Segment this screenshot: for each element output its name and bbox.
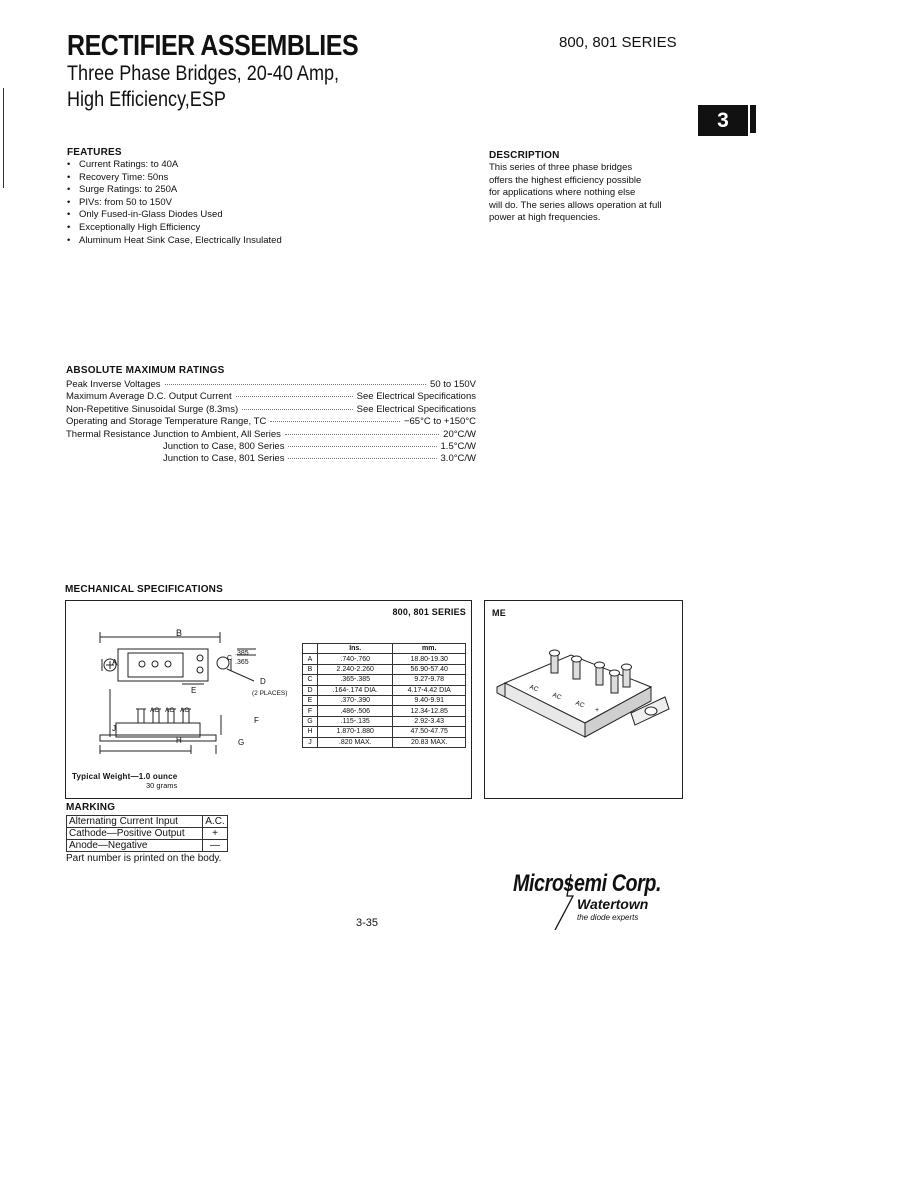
page-title: RECTIFIER ASSEMBLIES xyxy=(67,30,359,62)
dimension-inches: .365-.385 xyxy=(318,675,393,685)
dim-label-c-upper: .385 xyxy=(235,650,249,657)
dim-label-d: D xyxy=(260,677,266,686)
dimension-mm: 9.40-9.91 xyxy=(393,695,466,705)
table-row xyxy=(67,816,228,828)
table-row xyxy=(303,716,466,726)
ratings-table xyxy=(66,379,476,466)
dimension-inches: .740-.760 xyxy=(318,654,393,664)
table-row xyxy=(303,685,466,695)
description-line: This series of three phase bridges xyxy=(489,162,633,173)
dimension-mm: 2.92-3.43 xyxy=(393,716,466,726)
rating-value: 20°C/W xyxy=(443,428,476,440)
rating-row xyxy=(66,404,476,416)
feature-item: • Aluminum Heat Sink Case, Electrically Insulated xyxy=(67,235,282,248)
rating-label: Non-Repetitive Sinusoidal Surge (8.3ms) xyxy=(66,403,239,415)
dimension-letter: J xyxy=(303,737,318,747)
photo-label: ME xyxy=(492,608,506,618)
feature-item: • Recovery Time: 50ns xyxy=(67,172,282,185)
dimension-mm: 18.80-19.30 xyxy=(393,654,466,664)
dimension-inches: .486-.506 xyxy=(318,706,393,716)
company-tagline: the diode experts xyxy=(577,913,639,922)
product-photo-panel xyxy=(484,600,683,799)
rating-value: −65°C to +150°C xyxy=(403,416,476,428)
features-list xyxy=(67,159,282,247)
rating-label: Thermal Resistance Junction to Ambient, All Series xyxy=(66,428,281,440)
photo-pin-label: AC xyxy=(528,683,540,694)
marking-symbol: A.C. xyxy=(203,816,228,828)
features-heading: FEATURES xyxy=(67,147,122,158)
pin-label: AC xyxy=(165,707,175,714)
dimension-letter: F xyxy=(303,706,318,716)
feature-item: • Only Fused-in-Glass Diodes Used xyxy=(67,209,282,222)
marking-label: Alternating Current Input xyxy=(67,816,203,828)
dimensions-header-cell xyxy=(303,644,318,654)
page-subtitle-line-1: Three Phase Bridges, 20-40 Amp, xyxy=(67,62,340,85)
feature-item: • Surge Ratings: to 250A xyxy=(67,184,282,197)
marking-heading: MARKING xyxy=(66,802,116,813)
rating-label: Operating and Storage Temperature Range, TC xyxy=(66,416,267,428)
description-body xyxy=(489,162,662,225)
table-row xyxy=(67,828,228,840)
description-heading: DESCRIPTION xyxy=(489,150,560,161)
dimensions-header-row xyxy=(303,644,466,654)
company-logo: Microsemi Corp. xyxy=(513,870,662,897)
table-row xyxy=(67,840,228,852)
rating-value: See Electrical Specifications xyxy=(356,403,476,415)
mounting-hole xyxy=(645,707,657,715)
ratings-heading: ABSOLUTE MAXIMUM RATINGS xyxy=(66,365,225,376)
feature-item: • Exceptionally High Efficiency xyxy=(67,222,282,235)
rating-value: 3.0°C/W xyxy=(440,453,476,465)
dimension-letter: D xyxy=(303,685,318,695)
description-line: power at high frequencies. xyxy=(489,212,601,224)
dim-label-b: B xyxy=(176,628,183,638)
dim-label-c-lower: .365 xyxy=(235,659,249,666)
dimensions-table xyxy=(302,643,466,748)
section-tab: 3 xyxy=(698,105,748,136)
pin-label: AC xyxy=(150,707,160,714)
photo-pin-label: AC xyxy=(551,691,563,702)
section-tab-edge xyxy=(750,105,756,133)
dimension-inches: .115-.135 xyxy=(318,716,393,726)
company-division: Watertown xyxy=(577,896,649,912)
marking-table xyxy=(66,815,228,852)
marking-symbol: — xyxy=(203,840,228,852)
dimension-letter: E xyxy=(303,695,318,705)
dim-label-a: A xyxy=(112,658,118,667)
table-row xyxy=(303,737,466,747)
description-line: offers the highest efficiency possible xyxy=(489,174,642,186)
dimension-inches: .820 MAX. xyxy=(318,737,393,747)
table-row xyxy=(303,706,466,716)
dimension-letter: H xyxy=(303,727,318,737)
table-row xyxy=(303,664,466,674)
dimension-mm: 12.34-12.85 xyxy=(393,706,466,716)
weight-grams: 30 grams xyxy=(146,781,178,790)
series-label: 800, 801 SERIES xyxy=(559,34,677,51)
table-row xyxy=(303,675,466,685)
rating-row xyxy=(66,429,476,441)
dimension-mm: 9.27-9.78 xyxy=(393,675,466,685)
rating-row xyxy=(66,453,476,465)
marking-note: Part number is printed on the body. xyxy=(66,853,222,864)
marking-label: Anode—Negative xyxy=(67,840,203,852)
rating-label: Junction to Case, 801 Series xyxy=(163,453,285,465)
page-number: 3-35 xyxy=(356,917,379,929)
dim-label-d-note: (2 PLACES) xyxy=(252,690,288,697)
product-photo xyxy=(493,635,673,745)
rating-label: Junction to Case, 800 Series xyxy=(163,440,285,452)
feature-item: • Current Ratings: to 40A xyxy=(67,159,282,172)
dim-label-h: H xyxy=(176,736,182,745)
dimension-mm: 4.17-4.42 DIA xyxy=(393,685,466,695)
dimension-inches: .370-.390 xyxy=(318,695,393,705)
rating-row xyxy=(66,391,476,403)
rating-value: 50 to 150V xyxy=(430,379,476,390)
dimensions-header-cell: mm. xyxy=(393,644,466,654)
dim-label-c: C xyxy=(227,655,233,662)
mechanical-heading: MECHANICAL SPECIFICATIONS xyxy=(65,584,223,595)
dimension-mm: 47.50-47.75 xyxy=(393,727,466,737)
dimension-mm: 56.90-57.40 xyxy=(393,664,466,674)
page-subtitle-line-2: High Efficiency,ESP xyxy=(67,88,226,111)
dim-label-e: E xyxy=(191,686,197,695)
dimension-inches: 1.870-1.880 xyxy=(318,727,393,737)
panel-series-label: 800, 801 SERIES xyxy=(392,607,466,617)
marking-symbol: + xyxy=(203,828,228,840)
pin-label: AC xyxy=(180,707,190,714)
dimension-letter: G xyxy=(303,716,318,726)
table-row xyxy=(303,654,466,664)
rating-value: 1.5°C/W xyxy=(440,440,476,452)
scan-artifact-line xyxy=(3,88,4,188)
rating-row xyxy=(66,441,476,453)
dim-label-f: F xyxy=(254,716,259,725)
dimension-inches: 2.240-2.260 xyxy=(318,664,393,674)
marking-label: Cathode—Positive Output xyxy=(67,828,203,840)
photo-pin-label: + xyxy=(595,707,600,714)
dimensions-header-cell: Ins. xyxy=(318,644,393,654)
description-line: for applications where nothing else xyxy=(489,187,636,199)
top-view-body xyxy=(118,649,208,681)
dimension-mm: 20.83 MAX. xyxy=(393,737,466,747)
mechanical-drawing-panel xyxy=(65,600,472,799)
lightning-bolt-icon xyxy=(553,874,575,930)
rating-row xyxy=(66,416,476,428)
rating-value: See Electrical Specifications xyxy=(356,391,476,403)
rating-row xyxy=(66,379,476,391)
weight-label: Typical Weight—1.0 ounce xyxy=(72,772,178,781)
table-row xyxy=(303,727,466,737)
dim-label-j: J xyxy=(112,724,116,733)
dim-label-g: G xyxy=(238,738,245,747)
table-row xyxy=(303,695,466,705)
dimension-letter: C xyxy=(303,675,318,685)
dimension-inches: .164-.174 DIA. xyxy=(318,685,393,695)
rating-label: Peak Inverse Voltages xyxy=(66,379,161,390)
rating-label: Maximum Average D.C. Output Current xyxy=(66,391,232,403)
feature-item: • PIVs: from 50 to 150V xyxy=(67,197,282,210)
description-line: will do. The series allows operation at full xyxy=(489,199,662,211)
dimension-letter: A xyxy=(303,654,318,664)
photo-pin-label: AC xyxy=(574,699,586,710)
dimension-letter: B xyxy=(303,664,318,674)
